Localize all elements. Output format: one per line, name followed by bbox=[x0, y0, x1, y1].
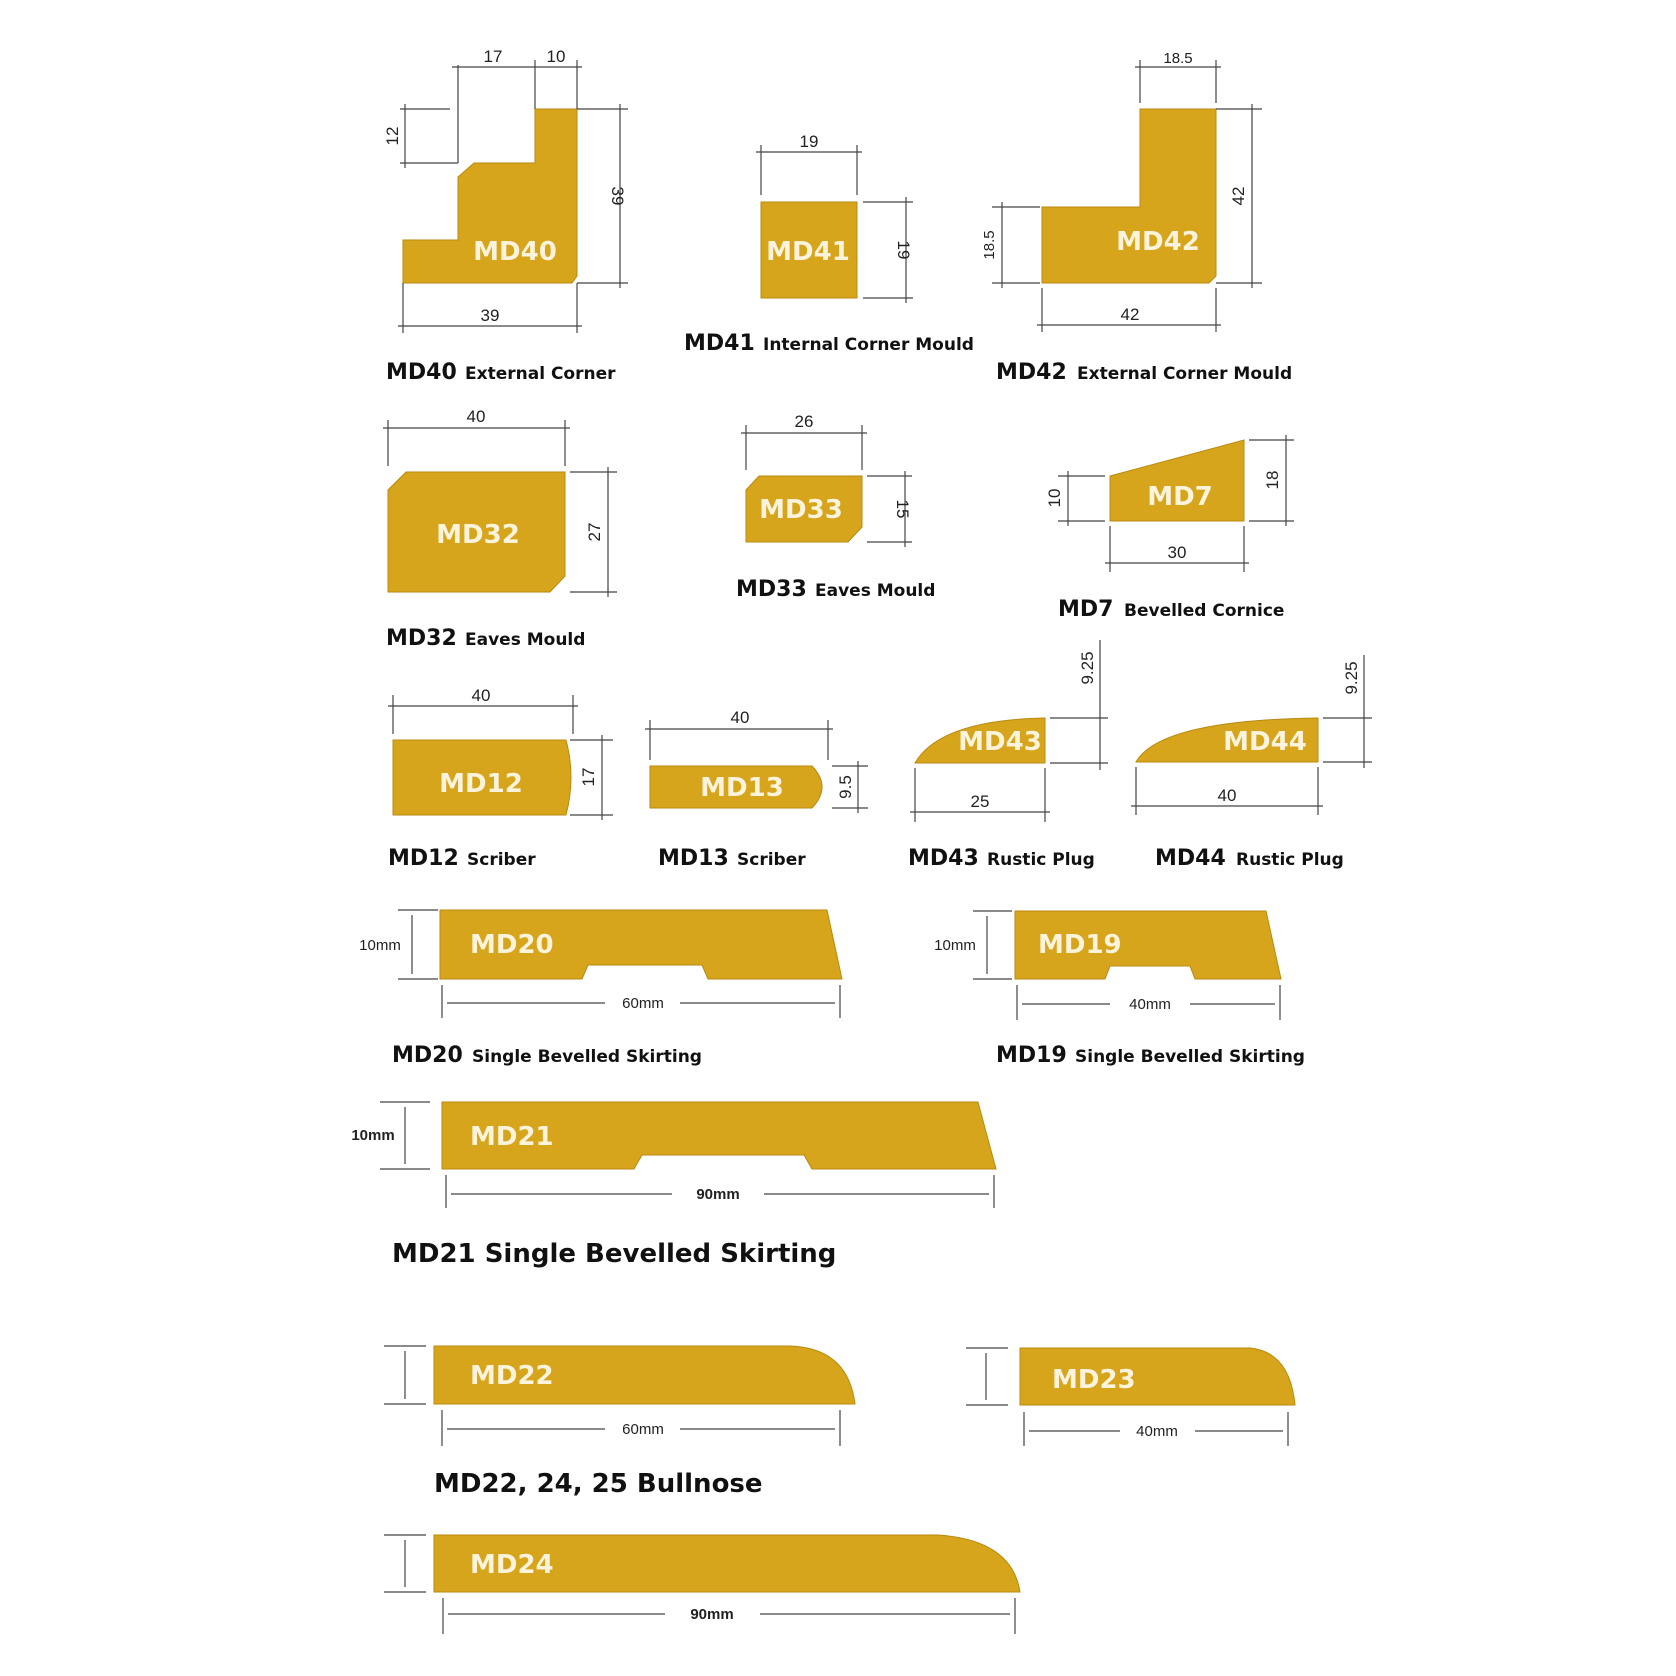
md21-dim-10mm: 10mm bbox=[351, 1127, 395, 1144]
md42-dim-42-h: 42 bbox=[1120, 305, 1140, 324]
md40-dim-12: 12 bbox=[383, 126, 402, 146]
md24-dim-90mm: 90mm bbox=[690, 1606, 734, 1623]
md40-dim-39-v: 39 bbox=[608, 186, 627, 206]
md20-caption-code: MD20 bbox=[392, 1043, 463, 1068]
md7-dim-18: 18 bbox=[1263, 470, 1282, 490]
md44-code: MD44 bbox=[1223, 727, 1307, 757]
md40-dim-10: 10 bbox=[546, 47, 566, 66]
md22-dim-60mm: 60mm bbox=[622, 1421, 664, 1438]
md13-dim-40: 40 bbox=[730, 708, 750, 727]
profile-md12 bbox=[388, 686, 613, 871]
md40-caption-code: MD40 bbox=[386, 360, 457, 385]
md42-caption-code: MD42 bbox=[996, 360, 1067, 385]
md23-code: MD23 bbox=[1052, 1365, 1136, 1395]
md40-caption-name: External Corner bbox=[465, 364, 616, 384]
profile-md7 bbox=[1045, 435, 1294, 622]
md44-dim-40: 40 bbox=[1217, 786, 1237, 805]
profile-md32 bbox=[383, 407, 617, 651]
md33-dim-15: 15 bbox=[893, 499, 912, 519]
md13-code: MD13 bbox=[700, 773, 784, 803]
md21-code: MD21 bbox=[470, 1122, 554, 1152]
md7-dim-10: 10 bbox=[1045, 488, 1064, 508]
md42-dim-42-v: 42 bbox=[1229, 186, 1248, 206]
md42-dim-18.5-h: 18.5 bbox=[1163, 50, 1193, 67]
md40-code: MD40 bbox=[473, 237, 557, 267]
md43-code: MD43 bbox=[958, 727, 1042, 757]
profile-md21 bbox=[351, 1102, 996, 1269]
md41-caption-code: MD41 bbox=[684, 331, 755, 356]
md7-dim-30: 30 bbox=[1167, 543, 1187, 562]
md12-caption-name: Scriber bbox=[467, 850, 536, 870]
profile-md33 bbox=[736, 412, 935, 602]
md41-code: MD41 bbox=[766, 237, 850, 267]
md44-dim-9.25: 9.25 bbox=[1342, 661, 1361, 695]
md32-dim-27: 27 bbox=[585, 522, 604, 542]
profile-md41 bbox=[684, 132, 974, 356]
md42-dimensions bbox=[981, 50, 1262, 332]
md20-dim-60mm: 60mm bbox=[622, 995, 664, 1012]
md33-code: MD33 bbox=[759, 495, 843, 525]
profile-md40 bbox=[383, 47, 628, 385]
md43-dim-25: 25 bbox=[970, 792, 990, 811]
md24-code: MD24 bbox=[470, 1550, 554, 1580]
md43-caption-code: MD43 bbox=[908, 846, 979, 871]
md32-caption-code: MD32 bbox=[386, 626, 457, 651]
md40-dim-17: 17 bbox=[483, 47, 503, 66]
md42-dim-18.5-v: 18.5 bbox=[981, 230, 998, 260]
md33-caption-name: Eaves Mould bbox=[815, 581, 936, 601]
md32-code: MD32 bbox=[436, 520, 520, 550]
md13-dim-9.5: 9.5 bbox=[836, 775, 855, 799]
md44-caption-code: MD44 bbox=[1155, 846, 1226, 871]
profile-md23 bbox=[966, 1348, 1295, 1446]
md12-code: MD12 bbox=[439, 769, 523, 799]
md21-caption: MD21 Single Bevelled Skirting bbox=[392, 1239, 837, 1269]
md32-dim-40: 40 bbox=[466, 407, 486, 426]
profile-md44 bbox=[1131, 655, 1372, 871]
md40-dim-39-h: 39 bbox=[480, 306, 500, 325]
profile-md13 bbox=[645, 708, 868, 871]
md43-dim-9.25: 9.25 bbox=[1078, 651, 1097, 685]
md7-code: MD7 bbox=[1147, 482, 1213, 512]
md19-dim-40mm: 40mm bbox=[1129, 996, 1171, 1013]
md19-code: MD19 bbox=[1038, 930, 1122, 960]
md41-dim-19-h: 19 bbox=[799, 132, 819, 151]
md12-dim-17: 17 bbox=[579, 767, 598, 787]
md20-caption-name: Single Bevelled Skirting bbox=[472, 1047, 702, 1067]
md20-dim-10mm: 10mm bbox=[359, 937, 401, 954]
profile-md20 bbox=[359, 910, 842, 1068]
md42-code: MD42 bbox=[1116, 227, 1200, 257]
md13-caption-name: Scriber bbox=[737, 850, 806, 870]
md13-caption-code: MD13 bbox=[658, 846, 729, 871]
md23-dim-40mm: 40mm bbox=[1136, 1423, 1178, 1440]
md33-caption-code: MD33 bbox=[736, 577, 807, 602]
md41-dim-19-v: 19 bbox=[894, 240, 913, 260]
bullnose-caption: MD22, 24, 25 Bullnose bbox=[434, 1469, 763, 1499]
md21-dim-90mm: 90mm bbox=[696, 1186, 740, 1203]
profile-md24 bbox=[384, 1535, 1020, 1634]
md42-caption-name: External Corner Mould bbox=[1077, 364, 1293, 384]
md7-caption-name: Bevelled Cornice bbox=[1124, 601, 1285, 621]
md32-caption-name: Eaves Mould bbox=[465, 630, 586, 650]
md19-dim-10mm: 10mm bbox=[934, 937, 976, 954]
md12-caption-code: MD12 bbox=[388, 846, 459, 871]
md44-caption-name: Rustic Plug bbox=[1236, 850, 1344, 870]
md22-code: MD22 bbox=[470, 1361, 554, 1391]
profile-md42 bbox=[981, 50, 1292, 385]
profile-md43 bbox=[908, 640, 1108, 871]
profile-md22 bbox=[384, 1346, 855, 1446]
md20-code: MD20 bbox=[470, 930, 554, 960]
md7-caption-code: MD7 bbox=[1058, 597, 1114, 622]
profile-md19 bbox=[934, 911, 1305, 1068]
md12-dim-40: 40 bbox=[471, 686, 491, 705]
md41-caption-name: Internal Corner Mould bbox=[763, 335, 974, 355]
md19-caption-name: Single Bevelled Skirting bbox=[1075, 1047, 1305, 1067]
md19-caption-code: MD19 bbox=[996, 1043, 1067, 1068]
md43-caption-name: Rustic Plug bbox=[987, 850, 1095, 870]
md33-dim-26: 26 bbox=[794, 412, 814, 431]
